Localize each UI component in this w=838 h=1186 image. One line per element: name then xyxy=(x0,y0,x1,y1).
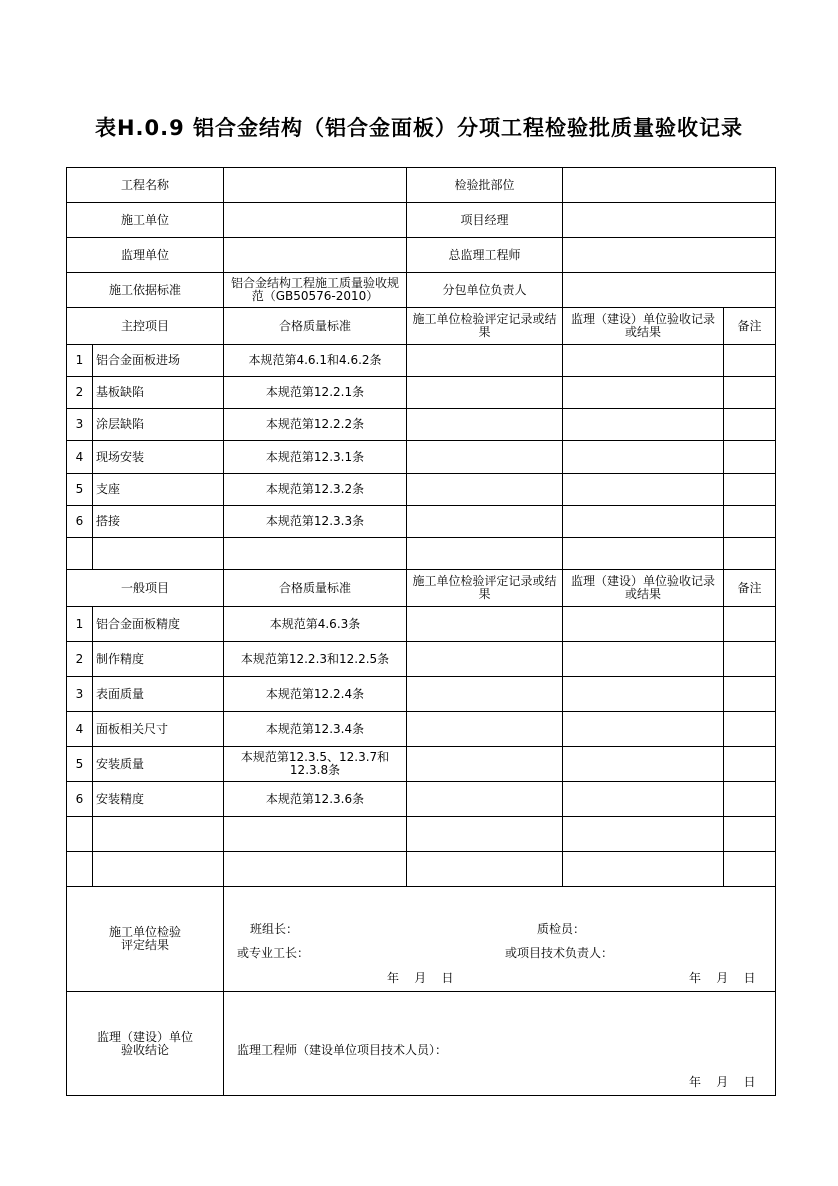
table-row xyxy=(67,642,776,677)
project-manager-field[interactable] xyxy=(563,203,776,238)
contractor-result-field[interactable] xyxy=(407,782,563,817)
table-row xyxy=(67,747,776,782)
quality-standard: 本规范第12.2.1条 xyxy=(224,377,407,409)
item-name: 支座 xyxy=(93,474,224,506)
remark-field[interactable] xyxy=(724,345,776,377)
tech-lead-label: 或项目技术负责人： xyxy=(505,946,614,960)
supervisor-date: 年 月 日 xyxy=(689,1075,756,1089)
inspection-lot-label: 检验批部位 xyxy=(407,168,563,203)
item-name: 制作精度 xyxy=(93,642,224,677)
table-row xyxy=(67,506,776,538)
supervisor-result-field[interactable] xyxy=(563,506,724,538)
row-number: 2 xyxy=(67,642,93,677)
row-number: 6 xyxy=(67,782,93,817)
contractor-label: 施工单位 xyxy=(67,203,224,238)
supervisor-result-field[interactable] xyxy=(563,474,724,506)
table-row xyxy=(67,474,776,506)
main-supervisor-result-header: 监理（建设）单位验收记录或结果 xyxy=(563,308,724,345)
row-number: 5 xyxy=(67,474,93,506)
remark-field[interactable] xyxy=(724,607,776,642)
contractor-result-field[interactable] xyxy=(407,377,563,409)
quality-standard: 本规范第12.3.6条 xyxy=(224,782,407,817)
standard-label: 施工依据标准 xyxy=(67,273,224,308)
team-leader-label: 班组长： xyxy=(250,922,299,936)
table-row xyxy=(67,377,776,409)
row-number: 6 xyxy=(67,506,93,538)
supervisor-eval-label: 监理（建设）单位验收结论 xyxy=(67,992,224,1096)
quality-standard: 本规范第12.3.4条 xyxy=(224,712,407,747)
contractor-eval-signature-area[interactable] xyxy=(224,887,776,992)
row-number: 2 xyxy=(67,377,93,409)
supervisor-result-field[interactable] xyxy=(563,409,724,441)
supervisor-field[interactable] xyxy=(224,238,407,273)
general-contractor-result-header: 施工单位检验评定记录或结果 xyxy=(407,570,563,607)
table-row xyxy=(67,782,776,817)
item-name: 表面质量 xyxy=(93,677,224,712)
supervisor-result-field[interactable] xyxy=(563,677,724,712)
table-row xyxy=(67,607,776,642)
table-row xyxy=(67,441,776,474)
contractor-result-field[interactable] xyxy=(407,345,563,377)
quality-standard: 本规范第12.3.3条 xyxy=(224,506,407,538)
table-row xyxy=(67,817,776,852)
table-row xyxy=(67,712,776,747)
table-row xyxy=(67,345,776,377)
foreman-label: 或专业工长： xyxy=(237,946,310,960)
project-name-field[interactable] xyxy=(224,168,407,203)
supervisor-result-field[interactable] xyxy=(563,747,724,782)
inspection-lot-field[interactable] xyxy=(563,168,776,203)
main-remark-header: 备注 xyxy=(724,308,776,345)
item-name: 基板缺陷 xyxy=(93,377,224,409)
quality-standard: 本规范第12.2.4条 xyxy=(224,677,407,712)
standard-value: 铝合金结构工程施工质量验收规范（GB50576-2010） xyxy=(224,273,407,308)
contractor-result-field[interactable] xyxy=(407,409,563,441)
general-standard-header: 合格质量标准 xyxy=(224,570,407,607)
project-manager-label: 项目经理 xyxy=(407,203,563,238)
row-number: 5 xyxy=(67,747,93,782)
item-name: 面板相关尺寸 xyxy=(93,712,224,747)
supervisor-result-field[interactable] xyxy=(563,345,724,377)
inspection-record-table xyxy=(66,167,776,1096)
inspector-label: 质检员： xyxy=(537,922,586,936)
contractor-result-field[interactable] xyxy=(407,506,563,538)
page-title: 表H.0.9 铝合金结构（铝合金面板）分项工程检验批质量验收记录 xyxy=(94,116,744,140)
date-left: 年 月 日 xyxy=(387,971,454,985)
remark-field[interactable] xyxy=(724,377,776,409)
contractor-result-field[interactable] xyxy=(407,747,563,782)
contractor-result-field[interactable] xyxy=(407,642,563,677)
row-number: 3 xyxy=(67,677,93,712)
item-name: 铝合金面板精度 xyxy=(93,607,224,642)
quality-standard: 本规范第12.2.3和12.2.5条 xyxy=(224,642,407,677)
supervising-engineer-label: 监理工程师（建设单位项目技术人员）： xyxy=(237,1043,448,1057)
date-right: 年 月 日 xyxy=(689,971,756,985)
supervisor-eval-signature-area[interactable] xyxy=(224,992,776,1096)
contractor-eval-label: 施工单位检验评定结果 xyxy=(67,887,224,992)
general-supervisor-result-header: 监理（建设）单位验收记录或结果 xyxy=(563,570,724,607)
item-name: 涂层缺陷 xyxy=(93,409,224,441)
chief-supervisor-label: 总监理工程师 xyxy=(407,238,563,273)
item-name: 现场安装 xyxy=(93,441,224,474)
quality-standard: 本规范第4.6.1和4.6.2条 xyxy=(224,345,407,377)
contractor-result-field[interactable] xyxy=(407,474,563,506)
table-row xyxy=(67,538,776,570)
remark-field[interactable] xyxy=(724,441,776,474)
quality-standard: 本规范第12.3.5、12.3.7和12.3.8条 xyxy=(224,747,407,782)
supervisor-result-field[interactable] xyxy=(563,441,724,474)
remark-field[interactable] xyxy=(724,409,776,441)
remark-field[interactable] xyxy=(724,747,776,782)
table-row xyxy=(67,852,776,887)
item-name: 安装质量 xyxy=(93,747,224,782)
general-remark-header: 备注 xyxy=(724,570,776,607)
chief-supervisor-field[interactable] xyxy=(563,238,776,273)
main-items-header: 主控项目 xyxy=(67,308,224,345)
remark-field[interactable] xyxy=(724,506,776,538)
table-row xyxy=(67,677,776,712)
quality-standard: 本规范第12.2.2条 xyxy=(224,409,407,441)
quality-standard: 本规范第12.3.1条 xyxy=(224,441,407,474)
subcontractor-label: 分包单位负责人 xyxy=(407,273,563,308)
supervisor-result-field[interactable] xyxy=(563,642,724,677)
contractor-result-field[interactable] xyxy=(407,441,563,474)
main-standard-header: 合格质量标准 xyxy=(224,308,407,345)
table-row xyxy=(67,409,776,441)
contractor-field[interactable] xyxy=(224,203,407,238)
contractor-result-field[interactable] xyxy=(407,712,563,747)
row-number: 4 xyxy=(67,712,93,747)
project-name-label: 工程名称 xyxy=(67,168,224,203)
quality-standard: 本规范第4.6.3条 xyxy=(224,607,407,642)
quality-standard: 本规范第12.3.2条 xyxy=(224,474,407,506)
subcontractor-field[interactable] xyxy=(563,273,776,308)
remark-field[interactable] xyxy=(724,782,776,817)
remark-field[interactable] xyxy=(724,474,776,506)
supervisor-result-field[interactable] xyxy=(563,607,724,642)
row-number: 3 xyxy=(67,409,93,441)
supervisor-result-field[interactable] xyxy=(563,782,724,817)
remark-field[interactable] xyxy=(724,642,776,677)
supervisor-label: 监理单位 xyxy=(67,238,224,273)
contractor-result-field[interactable] xyxy=(407,677,563,712)
remark-field[interactable] xyxy=(724,712,776,747)
row-number: 4 xyxy=(67,441,93,474)
contractor-result-field[interactable] xyxy=(407,607,563,642)
item-name: 铝合金面板进场 xyxy=(93,345,224,377)
main-contractor-result-header: 施工单位检验评定记录或结果 xyxy=(407,308,563,345)
row-number: 1 xyxy=(67,345,93,377)
supervisor-result-field[interactable] xyxy=(563,712,724,747)
row-number: 1 xyxy=(67,607,93,642)
supervisor-result-field[interactable] xyxy=(563,377,724,409)
item-name: 搭接 xyxy=(93,506,224,538)
item-name: 安装精度 xyxy=(93,782,224,817)
general-items-header: 一般项目 xyxy=(67,570,224,607)
remark-field[interactable] xyxy=(724,677,776,712)
